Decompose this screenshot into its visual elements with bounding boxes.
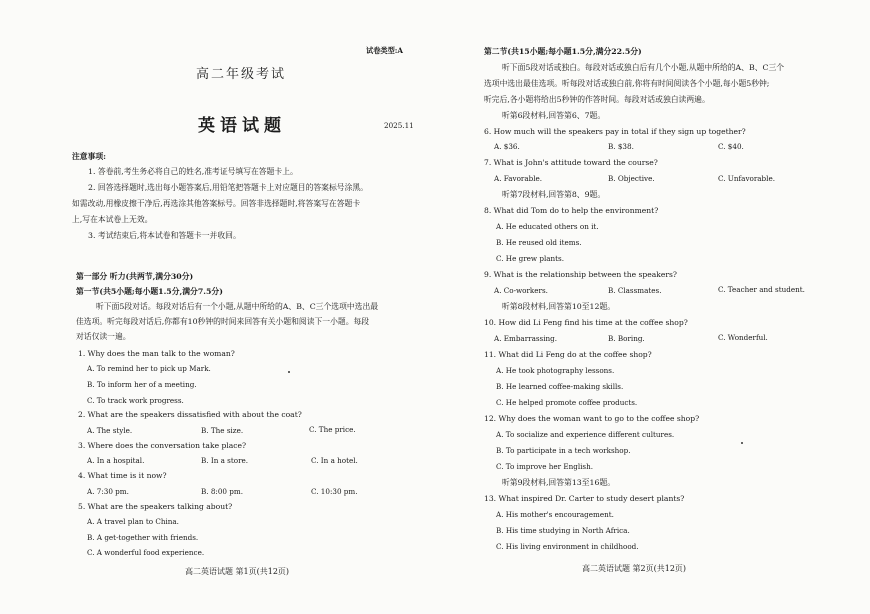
option-4c: C. 10:30 pm. (311, 487, 358, 496)
part1-heading: 第一部分 听力(共两节,满分30分) (76, 272, 194, 281)
option-1b: B. To inform her of a meeting. (87, 380, 197, 389)
option-8a: A. He educated others on it. (496, 222, 599, 231)
question-6: 6. How much will the speakers pay in total if they sign up together? (484, 127, 746, 136)
option-11c: C. He helped promote coffee products. (496, 398, 638, 407)
option-1a: A. To remind her to pick up Mark. (87, 364, 211, 373)
question-10: 10. How did Li Feng find his time at the coffee shop? (484, 318, 688, 327)
question-5: 5. What are the speakers talking about? (78, 502, 233, 511)
option-6a: A. $36. (494, 142, 520, 151)
question-1: 1. Why does the man talk to the woman? (78, 349, 235, 358)
section1-instruction: 对话仅读一遍。 (76, 332, 131, 341)
section2-heading: 第二节(共15小题;每小题1.5分,满分22.5分) (484, 47, 642, 56)
option-12a: A. To socialize and experience different cultures. (496, 430, 675, 439)
option-2a: A. The style. (87, 426, 133, 435)
notice-line: 2. 回答选择题时,选出每小题答案后,用铅笔把答题卡上对应题目的答案标号涂黑。 (88, 183, 368, 192)
paper-type: 试卷类型:A (366, 46, 403, 55)
option-3c: C. In a hotel. (311, 456, 358, 465)
option-4a: A. 7:30 pm. (87, 487, 129, 496)
scan-speck (288, 371, 290, 373)
subject-title: 英语试题 (198, 116, 286, 136)
option-11b: B. He learned coffee-making skills. (496, 382, 624, 391)
option-5c: C. A wonderful food experience. (87, 548, 205, 557)
option-8c: C. He grew plants. (496, 254, 565, 263)
option-13c: C. His living environment in childhood. (496, 542, 639, 551)
option-6b: B. $38. (608, 142, 634, 151)
option-10b: B. Boring. (608, 334, 645, 343)
question-8: 8. What did Tom do to help the environment? (484, 206, 659, 215)
option-3b: B. In a store. (201, 456, 249, 465)
question-2: 2. What are the speakers dissatisfied with about the coat? (78, 410, 302, 419)
option-7c: C. Unfavorable. (718, 174, 775, 183)
option-11a: A. He took photography lessons. (496, 366, 615, 375)
section1-instruction: 听下面5段对话。每段对话后有一个小题,从题中所给的A、B、C三个选项中选出最 (96, 302, 379, 311)
grade-exam-title: 高二年级考试 (196, 67, 287, 82)
exam-page-2 (440, 0, 870, 614)
option-6c: C. $40. (718, 142, 744, 151)
notice-heading: 注意事项: (72, 152, 107, 161)
option-1c: C. To track work progress. (87, 396, 184, 405)
notice-line: 上,写在本试卷上无效。 (72, 215, 153, 224)
question-11: 11. What did Li Feng do at the coffee shop? (484, 350, 652, 359)
question-12: 12. Why does the woman want to go to the coffee shop? (484, 414, 700, 423)
option-5a: A. A travel plan to China. (87, 517, 179, 526)
option-5b: B. A get-together with friends. (87, 533, 199, 542)
option-13a: A. His mother's encouragement. (496, 510, 614, 519)
option-13b: B. His time studying in North Africa. (496, 526, 630, 535)
audio-note: 听第9段材料,回答第13至16题。 (502, 478, 616, 487)
notice-line: 1. 答卷前,考生务必将自己的姓名,准考证号填写在答题卡上。 (88, 167, 298, 176)
option-9a: A. Co-workers. (494, 286, 548, 295)
audio-note: 听第6段材料,回答第6、7题。 (502, 111, 606, 120)
notice-line: 3. 考试结束后,将本试卷和答题卡一并收回。 (88, 231, 241, 240)
page-footer: 高二英语试题 第1页(共12页) (185, 567, 290, 576)
option-8b: B. He reused old items. (496, 238, 582, 247)
audio-note: 听第8段材料,回答第10至12题。 (502, 302, 616, 311)
option-7b: B. Objective. (608, 174, 655, 183)
question-4: 4. What time is it now? (78, 471, 167, 480)
section2-instruction: 听下面5段对话或独白。每段对话或独白后有几个小题,从题中所给的A、B、C三个 (502, 63, 785, 72)
question-7: 7. What is John's attitude toward the course? (484, 158, 658, 167)
option-7a: A. Favorable. (494, 174, 543, 183)
question-3: 3. Where does the conversation take place? (78, 441, 247, 450)
scan-speck (741, 442, 743, 444)
option-4b: B. 8:00 pm. (201, 487, 243, 496)
section1-heading: 第一节(共5小题;每小题1.5分,满分7.5分) (76, 287, 223, 296)
exam-date: 2025.11 (384, 121, 414, 130)
option-9b: B. Classmates. (608, 286, 662, 295)
option-10c: C. Wonderful. (718, 333, 768, 342)
option-10a: A. Embarrassing. (494, 334, 558, 343)
section2-instruction: 听完后,各小题将给出5秒钟的作答时间。每段对话或独白读两遍。 (484, 95, 710, 104)
option-2b: B. The size. (201, 426, 244, 435)
option-12c: C. To improve her English. (496, 462, 594, 471)
section2-instruction: 选项中选出最佳选项。听每段对话或独白前,你将有时间阅读各个小题,每小题5秒钟; (484, 79, 770, 88)
page-footer: 高二英语试题 第2页(共12页) (582, 564, 687, 573)
option-12b: B. To participate in a tech workshop. (496, 446, 631, 455)
section1-instruction: 佳选项。听完每段对话后,你都有10秒钟的时间来回答有关小题和阅读下一小题。每段 (76, 317, 370, 326)
question-9: 9. What is the relationship between the speakers? (484, 270, 677, 279)
question-13: 13. What inspired Dr. Carter to study desert plants? (484, 494, 685, 503)
option-3a: A. In a hospital. (87, 456, 145, 465)
option-2c: C. The price. (309, 425, 356, 434)
option-9c: C. Teacher and student. (718, 285, 805, 294)
audio-note: 听第7段材料,回答第8、9题。 (502, 190, 606, 199)
notice-line: 如需改动,用橡皮擦干净后,再选涂其他答案标号。回答非选择题时,将答案写在答题卡 (72, 199, 361, 208)
